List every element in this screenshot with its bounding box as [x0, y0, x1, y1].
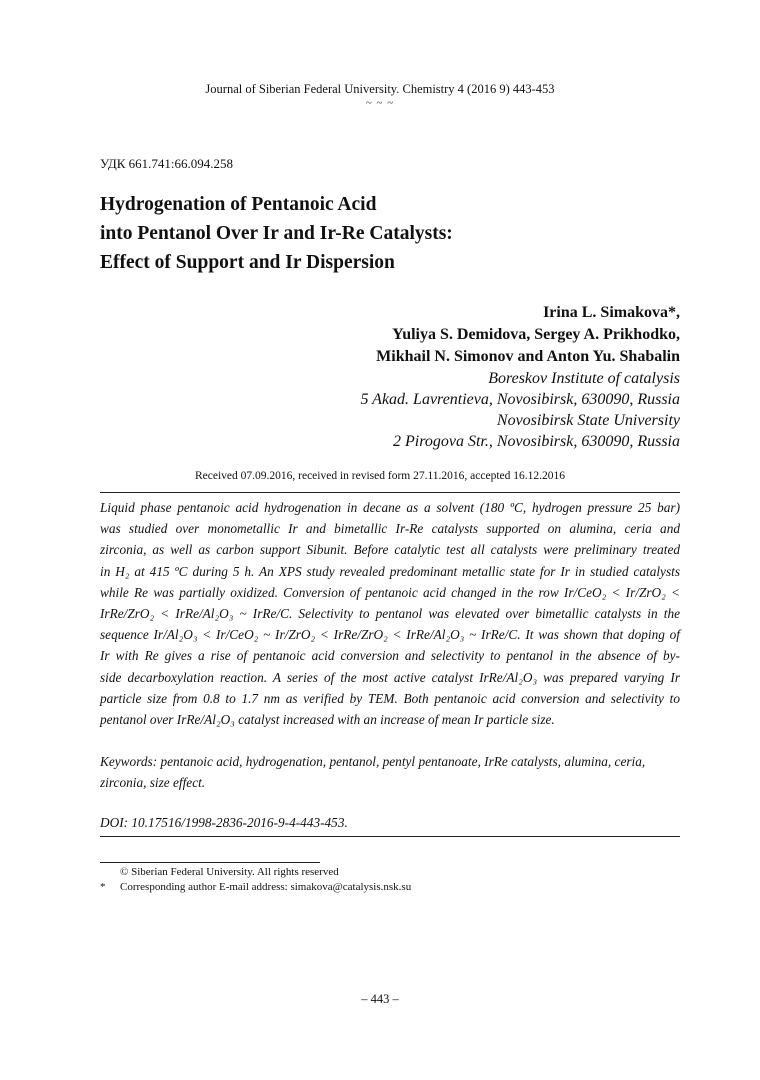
keywords-line: zirconia, size effect.	[100, 775, 206, 791]
author-line: Mikhail N. Simonov and Anton Yu. Shabalin	[376, 348, 680, 365]
udk-code: УДК 661.741:66.094.258	[100, 156, 234, 171]
abstract-line: zirconia, as well as carbon support Sibunit. Before catalytic test all catalysts were preliminary treated	[100, 542, 680, 558]
author-line: Irina L. Simakova*,	[543, 304, 680, 321]
header-separator: ~ ~ ~	[365, 97, 395, 109]
abstract	[100, 497, 680, 730]
author-line: Yuliya S. Demidova, Sergey A. Prikhodko,	[392, 326, 680, 343]
affiliation-line: Novosibirsk State University	[496, 412, 680, 429]
abstract-line: in H₂ at 415 ºC during 5 h. An XPS study revealed predominant metallic state for Ir in studied catalysts	[100, 563, 680, 579]
affiliation-line: 5 Akad. Lavrentieva, Novosibirsk, 630090, Russia	[360, 391, 680, 408]
journal-header: Journal of Siberian Federal University. Chemistry 4 (2016 9) 443-453	[205, 82, 555, 96]
abstract-line: particle size from 0.8 to 1.7 nm as verified by TEM. Both pentanoic acid conversion and selectivity to	[100, 690, 680, 706]
abstract-line: sequence Ir/Al₂O₃ < Ir/CeO₂ ~ Ir/ZrO₂ < IrRe/ZrO₂ < IrRe/Al₂O₃ ~ IrRe/C. It was shown that doping of	[100, 627, 680, 643]
affiliations	[360, 368, 680, 452]
doi: DOI: 10.17516/1998-2836-2016-9-4-443-453.	[100, 815, 348, 830]
affiliation-line: Boreskov Institute of catalysis	[488, 370, 680, 387]
title-line: into Pentanol Over Ir and Ir-Re Catalysts:	[100, 223, 453, 244]
corresponding-author-text: Corresponding author E-mail address: simakova@catalysis.nsk.su	[120, 881, 412, 893]
corresponding-author-footnote	[100, 881, 411, 893]
affiliation-line: 2 Pirogova Str., Novosibirsk, 630090, Russia	[393, 433, 680, 450]
keywords-line: Keywords: pentanoic acid, hydrogenation, pentanol, pentyl pentanoate, IrRe catalysts, alumina, ceria,	[100, 754, 646, 769]
page-number: – 443 –	[361, 992, 399, 1006]
title-line: Effect of Support and Ir Dispersion	[100, 252, 395, 273]
received-dates: Received 07.09.2016, received in revised form 27.11.2016, accepted 16.12.2016	[194, 470, 566, 482]
abstract-line: Liquid phase pentanoic acid hydrogenation in decane as a solvent (180 ºC, hydrogen pressure 25 bar)	[100, 500, 680, 515]
footnote-rule	[100, 862, 320, 863]
footnote-mark: *	[100, 881, 106, 893]
abstract-line: pentanol over IrRe/Al₂O₃ catalyst increased with an increase of mean Ir particle size.	[100, 712, 555, 728]
abstract-top-rule	[100, 492, 680, 493]
abstract-bottom-rule	[100, 836, 680, 837]
copyright-footnote: © Siberian Federal University. All rights reserved	[120, 866, 339, 878]
abstract-line: was studied over monometallic Ir and bimetallic Ir-Re catalysts supported on alumina, ceria and	[100, 521, 680, 537]
author-list	[376, 302, 680, 368]
abstract-line: while Re was partially oxidized. Conversion of pentanoic acid changed in the row Ir/CeO₂ < Ir/ZrO₂ <	[100, 584, 680, 600]
title-line: Hydrogenation of Pentanoic Acid	[100, 194, 377, 215]
keywords	[100, 751, 680, 793]
article-title	[100, 190, 700, 277]
abstract-line: IrRe/ZrO₂ < IrRe/Al₂O₃ ~ IrRe/C. Selectivity to pentanol was elevated over bimetallic catalysts in the	[100, 606, 680, 622]
abstract-line: side decarboxylation reaction. A series of the most active catalyst IrRe/Al₂O₃ was prepared varying Ir	[100, 669, 680, 685]
abstract-line: Ir with Re gives a rise of pentanoic acid conversion and selectivity to pentanol in the absence of by-	[100, 648, 680, 664]
